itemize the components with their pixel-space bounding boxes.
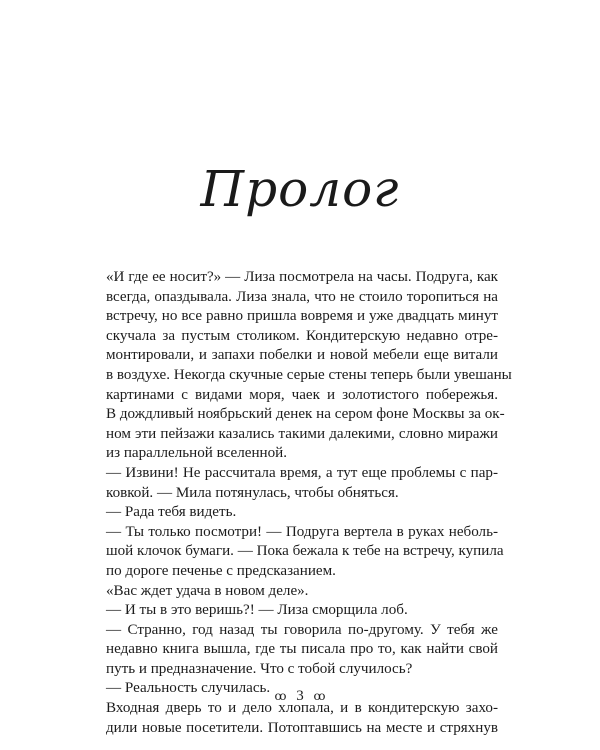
text-line: Входная дверь то и дело хлопала, и в кондитерскую захо-	[106, 700, 498, 717]
text-line: шой клочок бумаги. — Пока бежала к тебе на встречу, купила	[106, 543, 504, 560]
chapter-title: Пролог	[200, 160, 400, 218]
text-line: дили новые посетители. Потоптавшись на месте и стряхнув	[106, 719, 498, 736]
text-line: в воздухе. Некогда скучные серые стены теперь были увешаны	[106, 366, 512, 383]
text-line: встречу, но все равно пришла вовремя и уже двадцать минут	[106, 308, 498, 325]
text-line: скучала за пустым столиком. Кондитерскую недавно отре-	[106, 327, 498, 344]
text-line: — Реальность случилась.	[106, 680, 271, 697]
page-number: 3	[296, 688, 304, 705]
text-line: — И ты в это веришь?! — Лиза сморщила лоб.	[106, 602, 408, 619]
text-line: недавно книга вышла, где ты писала про то, как найти свой	[106, 641, 498, 658]
text-line: картинами с видами моря, чаек и золотистого побережья.	[106, 386, 498, 403]
text-line: путь и предназначение. Что с тобой случилось?	[106, 660, 413, 677]
text-line: ном эти пейзажи казались такими далекими, словно миражи	[106, 425, 498, 442]
text-line: по дороге печенье с предсказанием.	[106, 562, 336, 579]
text-line: «Вас ждет удача в новом деле».	[106, 582, 309, 599]
text-line: — Странно, год назад ты говорила по-другому. У тебя же	[106, 621, 498, 638]
text-line: из параллельной вселенной.	[106, 445, 288, 462]
left-ornament-icon: ꝏ	[274, 689, 287, 704]
text-line: ковкой. — Мила потянулась, чтобы обняться.	[106, 484, 399, 501]
text-line: — Ты только посмотри! — Подруга вертела в руках неболь-	[106, 523, 498, 540]
page-footer	[0, 688, 600, 705]
text-line: — Рада тебя видеть.	[106, 504, 237, 521]
text-line: «И где ее носит?» — Лиза посмотрела на часы. Подруга, как	[106, 269, 498, 285]
text-line: — Извини! Не рассчитала время, а тут еще проблемы с пар-	[106, 464, 498, 481]
chapter-body-text	[106, 268, 512, 738]
text-line: монтировали, и запахи побелки и новой мебели еще витали	[106, 347, 498, 364]
text-line: В дождливый ноябрьский денек на сером фоне Москвы за ок-	[106, 406, 505, 423]
text-line: всегда, опаздывала. Лиза знала, что не стоило торопиться на	[106, 288, 498, 305]
right-ornament-icon: ꝏ	[313, 689, 326, 704]
